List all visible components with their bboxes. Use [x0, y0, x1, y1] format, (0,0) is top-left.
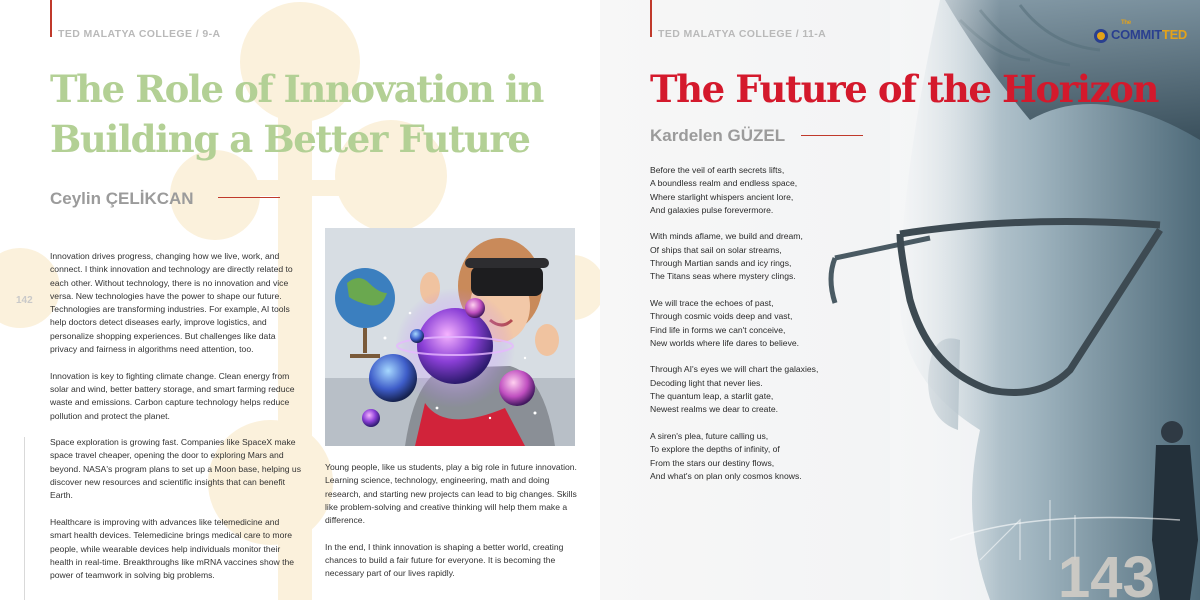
poem-line: And what's on plan only cosmos knows. [650, 470, 802, 481]
paragraph: Space exploration is growing fast. Companies like SpaceX make space travel cheaper, opening the door to exploring Mars and beyond. NASA's program plans to set up a Moon base, helping us discover new resources and scientific insights that can benefit Earth. [50, 437, 302, 501]
poem-line: With minds aflame, we build and dream, [650, 231, 803, 242]
page-number: 142 [16, 295, 33, 306]
vr-illustration [325, 228, 575, 446]
logo-text [1111, 20, 1188, 42]
right-page [600, 0, 1200, 600]
poem-line: The quantum leap, a starlit gate, [650, 391, 774, 402]
poem-stanza [650, 363, 880, 416]
poem-line: Find life in forms we can't conceive, [650, 324, 786, 335]
poem-line: Through AI's eyes we will chart the galaxies, [650, 364, 819, 375]
poem-line: Where starlight whispers ancient lore, [650, 191, 794, 202]
logo-word-commit: COMMIT [1111, 27, 1162, 42]
paragraph: Innovation drives progress, changing how we live, work, and connect. I think innovation and technology are directly related to each other. Without technology, there is no innovation and vice versa. New technologies have the power to shape our future. Technologies are transforming industries. For example, AI tools help doctors detect diseases early, improve logistics, and personalize shopping experiences. But challenges like data privacy and fairness in algorithms need attention, too. [50, 251, 293, 355]
section-marker-bar [50, 0, 52, 37]
author-name: Kardelen GÜZEL [650, 126, 786, 145]
poem-stanza [650, 164, 880, 217]
poem-line: Through cosmic voids deep and vast, [650, 311, 793, 322]
poem-line: A boundless realm and endless space, [650, 178, 798, 189]
logo-word-ted: TED [1161, 27, 1188, 42]
author-rule [801, 135, 863, 136]
poem-line: A siren's plea, future calling us, [650, 430, 769, 441]
section-label: TED MALATYA COLLEGE / 9-A [58, 28, 221, 40]
paragraph: Healthcare is improving with advances like telemedicine and smart health devices. Telemedicine brings medical care to more people, while wearable devices help individuals monitor their health in real-time. Breakthroughs like mRNA vaccines show the power of teamwork in solving big problems. [50, 516, 295, 581]
poem-line: Through Martian sands and icy rings, [650, 258, 792, 269]
margin-rule [24, 437, 25, 600]
section-marker-bar [650, 0, 652, 37]
poem-line: And galaxies pulse forevermore. [650, 204, 774, 215]
article-column-2 [325, 461, 577, 594]
poem-line: We will trace the echoes of past, [650, 297, 774, 308]
vr-girl-photo [325, 228, 575, 446]
paragraph: In the end, I think innovation is shaping a better world, creating chances to build a fair future for everyone. It is becoming the necessary part of our lives rapidly. [325, 541, 564, 579]
logo-prefix: The [1121, 20, 1131, 26]
paragraph: Young people, like us students, play a big role in future innovation. Learning science, technology, engineering, math and doing research, and starting new projects can lead to big changes. Skills like problem-solving and creative thinking will help them make a difference. [325, 462, 577, 526]
article-title [50, 64, 570, 164]
poem-line: Of ships that sail on solar streams, [650, 244, 782, 255]
section-label: TED MALATYA COLLEGE / 11-A [658, 28, 827, 40]
poem-line: From the stars our destiny flows, [650, 457, 775, 468]
article-column-1 [50, 250, 302, 596]
ted-emblem-icon [1093, 28, 1109, 44]
poem-stanza [650, 430, 880, 483]
page-number: 143 [1058, 545, 1155, 600]
poem-line: The Titans seas where mystery clings. [650, 271, 796, 282]
article-title-line: Building a Better Future [50, 117, 530, 161]
commit-ted-logo [1093, 20, 1188, 48]
poem-line: Decoding light that never lies. [650, 377, 763, 388]
poem-line: To explore the depths of infinity, of [650, 444, 780, 455]
poem-line: Before the veil of earth secrets lifts, [650, 165, 785, 175]
article-title-line: The Role of Innovation in [50, 67, 544, 111]
author-rule [218, 197, 280, 198]
author-name: Ceylin ÇELİKCAN [50, 189, 194, 208]
poem-stanza [650, 230, 880, 283]
decorative-stem [240, 180, 350, 196]
poem-body [650, 164, 880, 496]
poem-line: Newest realms we dear to create. [650, 404, 779, 415]
poem-title: The Future of the Horizon [650, 67, 1158, 111]
poem-stanza [650, 297, 880, 350]
poem-line: New worlds where life dares to believe. [650, 337, 800, 348]
paragraph: Innovation is key to fighting climate change. Clean energy from solar and wind, better battery storage, and smart farming reduce waste and emissions. Carbon capture technology helps reduce pollution and protect the planet. [50, 370, 295, 421]
